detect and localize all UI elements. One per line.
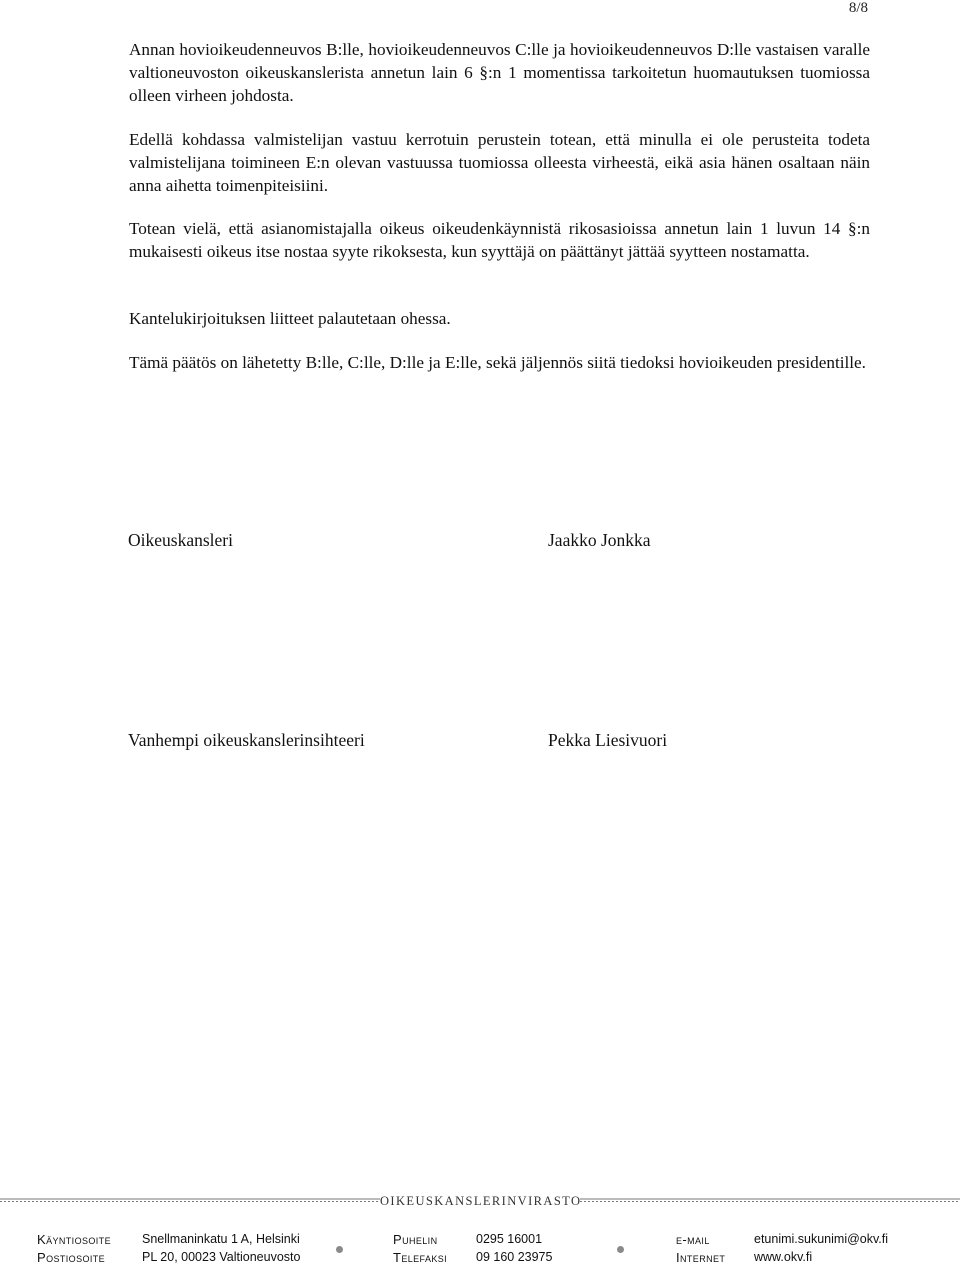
footer-label-internet: Internet — [676, 1250, 726, 1265]
footer-label-postal-address: Postiosoite — [37, 1250, 106, 1265]
footer-visiting-address: Snellmaninkatu 1 A, Helsinki — [142, 1232, 300, 1246]
signature-name-secretary: Pekka Liesivuori — [548, 730, 668, 750]
footer-label-visiting-address: Käyntiosoite — [37, 1232, 111, 1247]
page-number: 8/8 — [848, 0, 868, 16]
footer-fax: 09 160 23975 — [476, 1250, 553, 1264]
footer-phone: 0295 16001 — [476, 1232, 543, 1246]
footer-logo-wordmark: OIKEUSKANSLERINVIRASTO — [380, 1188, 580, 1214]
footer-email: etunimi.sukunimi@okv.fi — [754, 1232, 889, 1246]
footer-label-email: e-mail — [676, 1232, 710, 1247]
signature-name-chancellor: Jaakko Jonkka — [548, 530, 651, 550]
signature-title-chancellor: Oikeuskansleri — [128, 530, 233, 550]
footer-label-fax: Telefaksi — [393, 1250, 448, 1265]
signature-title-secretary: Vanhempi oikeuskanslerinsihteeri — [128, 730, 365, 750]
paragraph-prosecution-right: Totean vielä, että asianomistajalla oikeus oikeudenkäynnistä rikosasioissa annetun lain 1 luvun 14 §:n mukaisesti oikeus itse nostaa syyte rikoksesta, kun syyttäjä on päättänyt jättää syytteen nostamatta. — [129, 219, 870, 261]
footer-postal-address: PL 20, 00023 Valtioneuvosto — [142, 1250, 301, 1264]
footer-row-visiting — [0, 1232, 960, 1250]
paragraph-preparer: Edellä kohdassa valmistelijan vastuu kerrotuin perustein totean, että minulla ei ole perusteita todeta valmistelijana toimineen E:n olevan vastuussa tuomiossa olleesta virheestä, eikä asia hänen osaltaan näin anna aihetta toimenpiteisiini. — [129, 130, 870, 195]
paragraph-admonition: Annan hovioikeudenneuvos B:lle, hovioikeudenneuvos C:lle ja hovioikeudenneuvos D:lle vastaisen varalle valtioneuvoston oikeuskanslerista annetun lain 6 §:n 1 momentissa tarkoitetun huomautuksen tuomiossa olleen virheen johdosta. — [129, 40, 870, 105]
paragraph-distribution: Tämä päätös on lähetetty B:lle, C:lle, D:lle ja E:lle, sekä jäljennös siitä tiedoksi hovioikeuden presidentille. — [129, 353, 866, 372]
paragraph-attachments: Kantelukirjoituksen liitteet palautetaan ohessa. — [129, 309, 451, 328]
footer-website: www.okv.fi — [754, 1250, 813, 1264]
footer-label-phone: Puhelin — [393, 1232, 438, 1247]
footer-row-postal — [0, 1250, 960, 1268]
